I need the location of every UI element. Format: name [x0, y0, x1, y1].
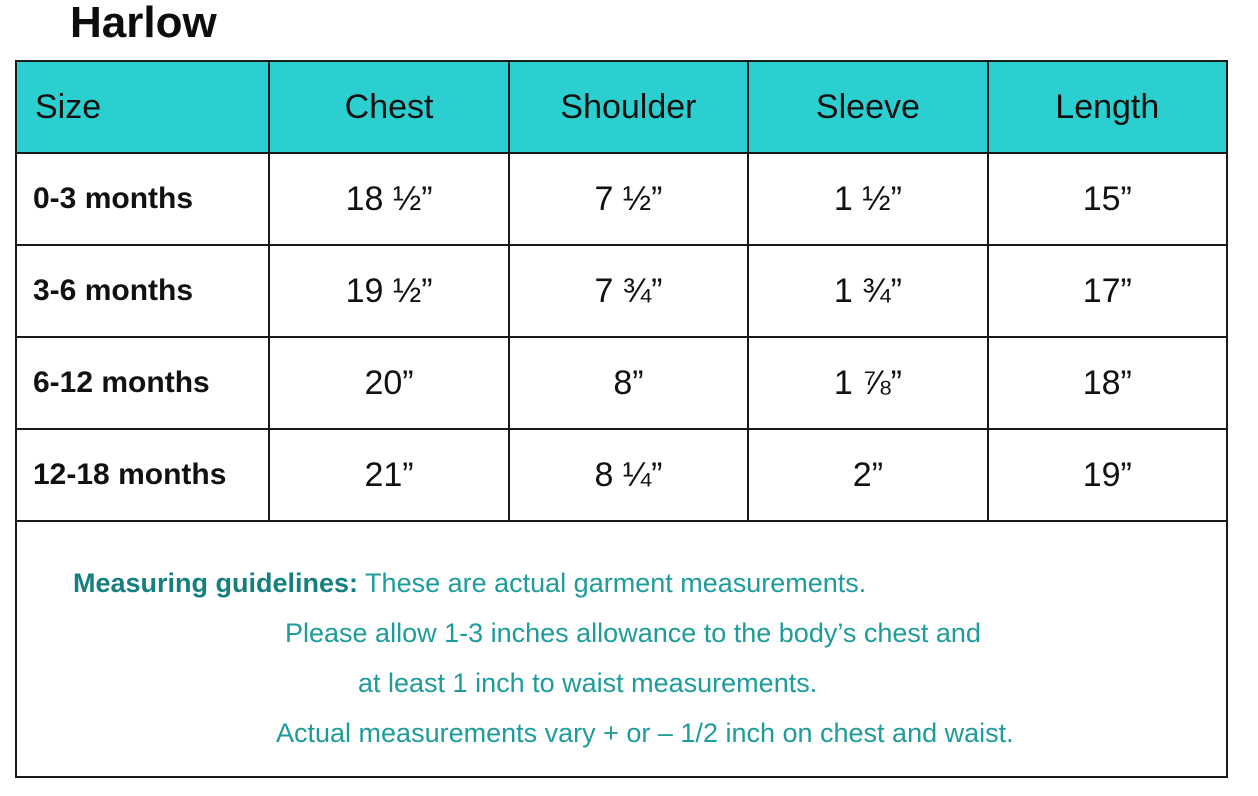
table-row: [16, 245, 1227, 337]
size-cell: 0-3 months: [16, 153, 269, 245]
table-row: [16, 337, 1227, 429]
shoulder-cell: 7 ¾”: [509, 245, 749, 337]
size-chart: [15, 60, 1228, 778]
chest-cell: 19 ½”: [269, 245, 508, 337]
sleeve-cell: 2”: [748, 429, 987, 521]
guidelines-line-3: at least 1 inch to waist measurements.: [358, 668, 818, 698]
chart-title: Harlow: [70, 0, 217, 47]
sleeve-cell: 1 ⅞”: [748, 337, 987, 429]
header-shoulder: Shoulder: [509, 61, 749, 153]
chest-cell: 21”: [269, 429, 508, 521]
size-cell: 12-18 months: [16, 429, 269, 521]
chest-cell: 18 ½”: [269, 153, 508, 245]
header-size: Size: [16, 61, 269, 153]
length-cell: 17”: [988, 245, 1227, 337]
guidelines-heading: Measuring guidelines:: [73, 568, 359, 598]
size-table: [15, 60, 1228, 522]
header-row: [16, 61, 1227, 153]
guidelines-line-2: Please allow 1-3 inches allowance to the body’s chest and: [285, 618, 981, 648]
shoulder-cell: 8”: [509, 337, 749, 429]
length-cell: 19”: [988, 429, 1227, 521]
size-cell: 3-6 months: [16, 245, 269, 337]
sleeve-cell: 1 ½”: [748, 153, 987, 245]
header-length: Length: [988, 61, 1227, 153]
shoulder-cell: 8 ¼”: [509, 429, 749, 521]
measuring-guidelines: [17, 520, 1226, 776]
size-cell: 6-12 months: [16, 337, 269, 429]
table-row: [16, 153, 1227, 245]
sleeve-cell: 1 ¾”: [748, 245, 987, 337]
guidelines-line-4: Actual measurements vary + or – 1/2 inch on chest and waist.: [276, 718, 1014, 748]
header-chest: Chest: [269, 61, 508, 153]
length-cell: 15”: [988, 153, 1227, 245]
header-sleeve: Sleeve: [748, 61, 987, 153]
guidelines-line-1: [73, 568, 866, 599]
shoulder-cell: 7 ½”: [509, 153, 749, 245]
length-cell: 18”: [988, 337, 1227, 429]
table-row: [16, 429, 1227, 521]
chest-cell: 20”: [269, 337, 508, 429]
guidelines-text-1: These are actual garment measurements.: [358, 568, 867, 598]
